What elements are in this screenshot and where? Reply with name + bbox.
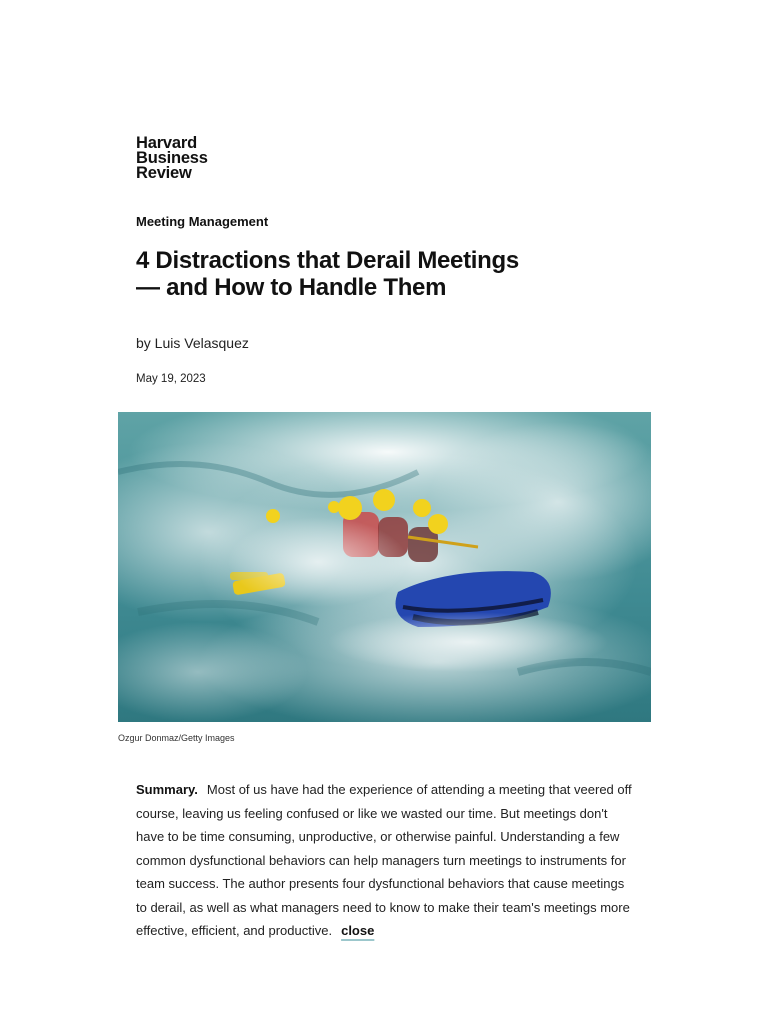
article-title: 4 Distractions that Derail Meetings — and How to Handle Them — [136, 247, 519, 301]
summary-text: Most of us have had the experience of attending a meeting that veered off course, leaving us feeling confused or like we wasted our time. But meetings don't have to be time consuming, unproductive, or otherwise painful. Understanding a few common dysfunctional behaviors can help managers turn meetings to instruments for team success. The author presents four dysfunctional behaviors that cause meetings to derail, as well as what managers need to know to make their team's meetings more effective, efficient, and productive. — [136, 782, 632, 938]
hero-image-whitewater-rafting — [118, 412, 651, 722]
summary-label: Summary. — [136, 782, 198, 797]
logo-line-harvard: Harvard — [136, 134, 197, 152]
hbr-logo[interactable] — [136, 136, 208, 181]
logo-line-business: Business — [136, 149, 208, 167]
close-summary-link[interactable]: close — [341, 923, 375, 938]
rafting-illustration — [118, 412, 651, 722]
article-date: May 19, 2023 — [136, 373, 206, 385]
article-summary — [136, 778, 636, 943]
article-byline: by Luis Velasquez — [136, 335, 249, 351]
topic-link[interactable]: Meeting Management — [136, 214, 269, 229]
image-credit: Ozgur Donmaz/Getty Images — [118, 733, 235, 743]
logo-line-review: Review — [136, 164, 192, 182]
